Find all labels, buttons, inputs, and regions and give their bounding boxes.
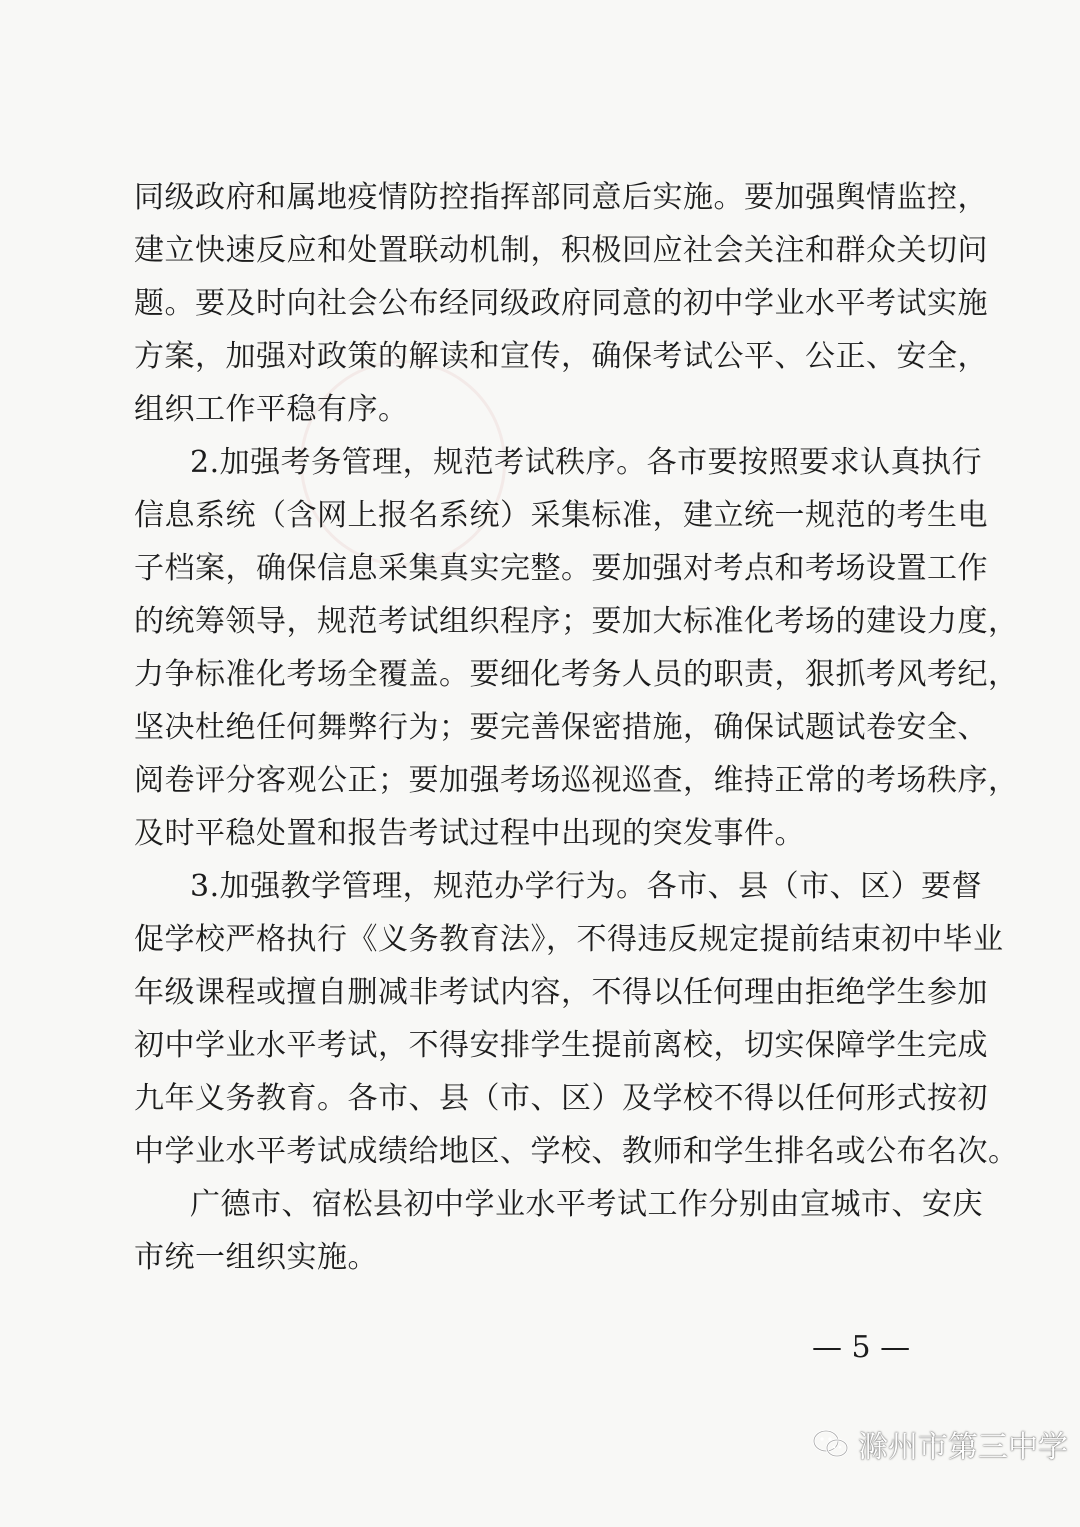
body-line: 年级课程或擅自删减非考试内容，不得以任何理由拒绝学生参加 [134, 975, 988, 1010]
page-number: — 5 — [812, 1330, 911, 1365]
body-line: 方案，加强对政策的解读和宣传，确保考试公平、公正、安全， [134, 339, 988, 374]
body-line: 广德市、宿松县初中学业水平考试工作分别由宣城市、安庆 [190, 1187, 983, 1222]
body-line: 阅卷评分客观公正；要加强考场巡视巡查，维持正常的考场秩序， [134, 763, 1019, 798]
wechat-icon [812, 1429, 850, 1459]
body-line: 初中学业水平考试，不得安排学生提前离校，切实保障学生完成 [134, 1028, 988, 1063]
body-line: 2.加强考务管理，规范考试秩序。各市要按照要求认真执行 [190, 445, 983, 480]
watermark [812, 1422, 1068, 1466]
body-line: 建立快速反应和处置联动机制，积极回应社会关注和群众关切问 [134, 233, 988, 268]
body-line: 3.加强教学管理，规范办学行为。各市、县（市、区）要督 [190, 869, 983, 904]
body-line: 题。要及时向社会公布经同级政府同意的初中学业水平考试实施 [134, 286, 988, 321]
body-line: 信息系统（含网上报名系统）采集标准，建立统一规范的考生电 [134, 498, 988, 533]
body-line: 力争标准化考场全覆盖。要细化考务人员的职责，狠抓考风考纪， [134, 657, 1019, 692]
body-line: 九年义务教育。各市、县（市、区）及学校不得以任何形式按初 [134, 1081, 988, 1116]
body-line: 及时平稳处置和报告考试过程中出现的突发事件。 [134, 816, 805, 851]
body-line: 促学校严格执行《义务教育法》，不得违反规定提前结束初中毕业 [134, 922, 1004, 957]
body-line: 子档案，确保信息采集真实完整。要加强对考点和考场设置工作 [134, 551, 988, 586]
body-line: 的统筹领导，规范考试组织程序；要加大标准化考场的建设力度， [134, 604, 1019, 639]
body-line: 组织工作平稳有序。 [134, 392, 409, 427]
watermark-text: 滁州市第三中学 [858, 1430, 1068, 1465]
body-line: 市统一组织实施。 [134, 1240, 378, 1275]
body-line: 中学业水平考试成绩给地区、学校、教师和学生排名或公布名次。 [134, 1134, 1019, 1169]
body-line: 同级政府和属地疫情防控指挥部同意后实施。要加强舆情监控， [134, 180, 988, 215]
body-line: 坚决杜绝任何舞弊行为；要完善保密措施，确保试题试卷安全、 [134, 710, 988, 745]
